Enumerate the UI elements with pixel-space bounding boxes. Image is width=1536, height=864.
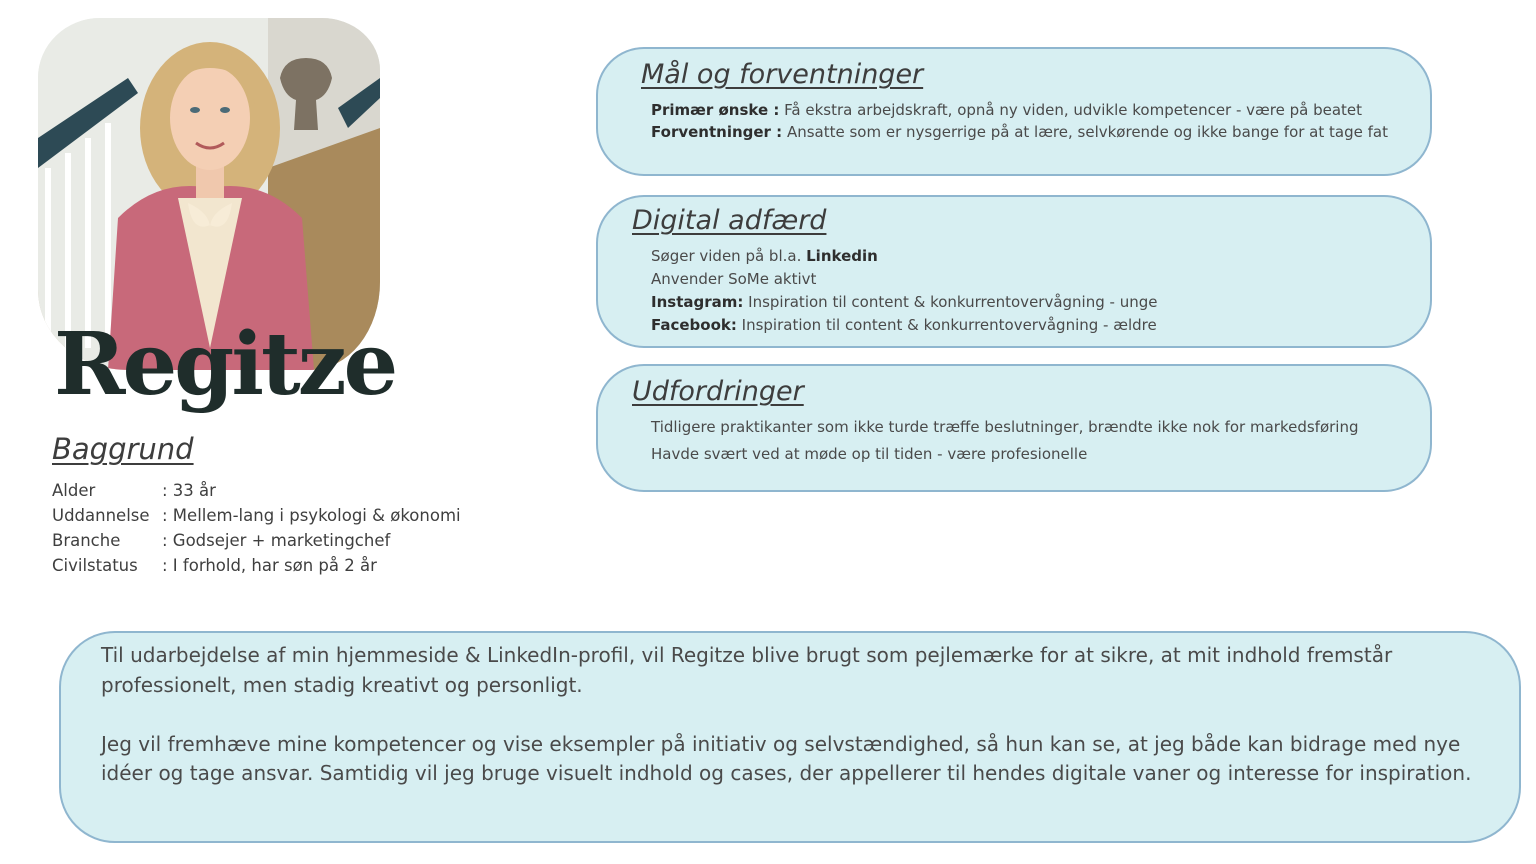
digital-body [651,245,1418,337]
instagram-text: Inspiration til content & konkurrentovervågning - unge [743,293,1158,311]
background-row-education [52,503,461,528]
digital-line-facebook [651,314,1418,337]
challenges-heading: Udfordringer [632,376,804,407]
goals-heading: Mål og forventninger [641,59,924,90]
summary-text [101,641,1483,789]
digital-line-instagram [651,291,1418,314]
background-label: Civilstatus [52,556,138,575]
background-value: : I forhold, har søn på 2 år [162,556,377,575]
background-heading: Baggrund [52,432,194,466]
goals-primary-text: Få ekstra arbejdskraft, opnå ny viden, udvikle kompetencer - være på beatet [779,101,1363,119]
challenge-item: Havde svært ved at møde op til tiden - være profesionelle [651,445,1088,463]
background-label: Branche [52,531,121,550]
background-value: : Mellem-lang i psykologi & økonomi [162,506,461,525]
summary-paragraph-1: Til udarbejdelse af min hjemmeside & LinkedIn-profil, vil Regitze blive brugt som pejlemærke for at sikre, at mit indhold fremstår professionelt, men stadig kreativt og personligt. [101,643,1393,697]
digital-line-linkedin [651,245,1418,268]
challenges-body [651,414,1418,468]
summary-paragraph-2: Jeg vil fremhæve mine kompetencer og vise eksempler på initiativ og selvstændighed, så hun kan se, at jeg både kan bidrage med nye idéer og tage ansvar. Samtidig vil jeg bruge visuelt indhold og cases, der appellerer til hendes digitale vaner og interesse for inspiration. [101,731,1472,785]
digital-line1-text: Søger viden på bl.a. [651,247,807,265]
background-row-civil-status [52,553,461,578]
digital-behavior-card [596,195,1432,348]
background-row-industry [52,528,461,553]
challenge-item: Tidligere praktikanter som ikke turde træffe beslutninger, brændte ikke nok for markedsføring [651,418,1359,436]
instagram-label: Instagram: [651,293,744,311]
challenges-card [596,364,1432,492]
digital-line1-bold: Linkedin [806,247,878,265]
digital-line-some: Anvender SoMe aktivt [651,270,817,288]
background-details [52,478,461,578]
goals-body [651,99,1418,143]
goals-expectations-text: Ansatte som er nysgerrige på at lære, selvkørende og ikke bange for at tage fat [782,123,1388,141]
digital-heading: Digital adfærd [632,205,827,236]
summary-card [59,631,1521,843]
background-value: : Godsejer + marketingchef [162,531,391,550]
facebook-text: Inspiration til content & konkurrentovervågning - ældre [736,316,1157,334]
background-value: : 33 år [162,481,216,500]
goals-expectations-line [651,121,1418,143]
background-label: Alder [52,481,96,500]
goals-primary-line [651,99,1418,121]
goals-card [596,47,1432,176]
background-label: Uddannelse [52,506,150,525]
goals-expectations-label: Forventninger : [651,123,783,141]
background-row-age [52,478,461,503]
facebook-label: Facebook: [651,316,737,334]
goals-primary-label: Primær ønske : [651,101,780,119]
persona-name: Regitze [54,314,396,415]
